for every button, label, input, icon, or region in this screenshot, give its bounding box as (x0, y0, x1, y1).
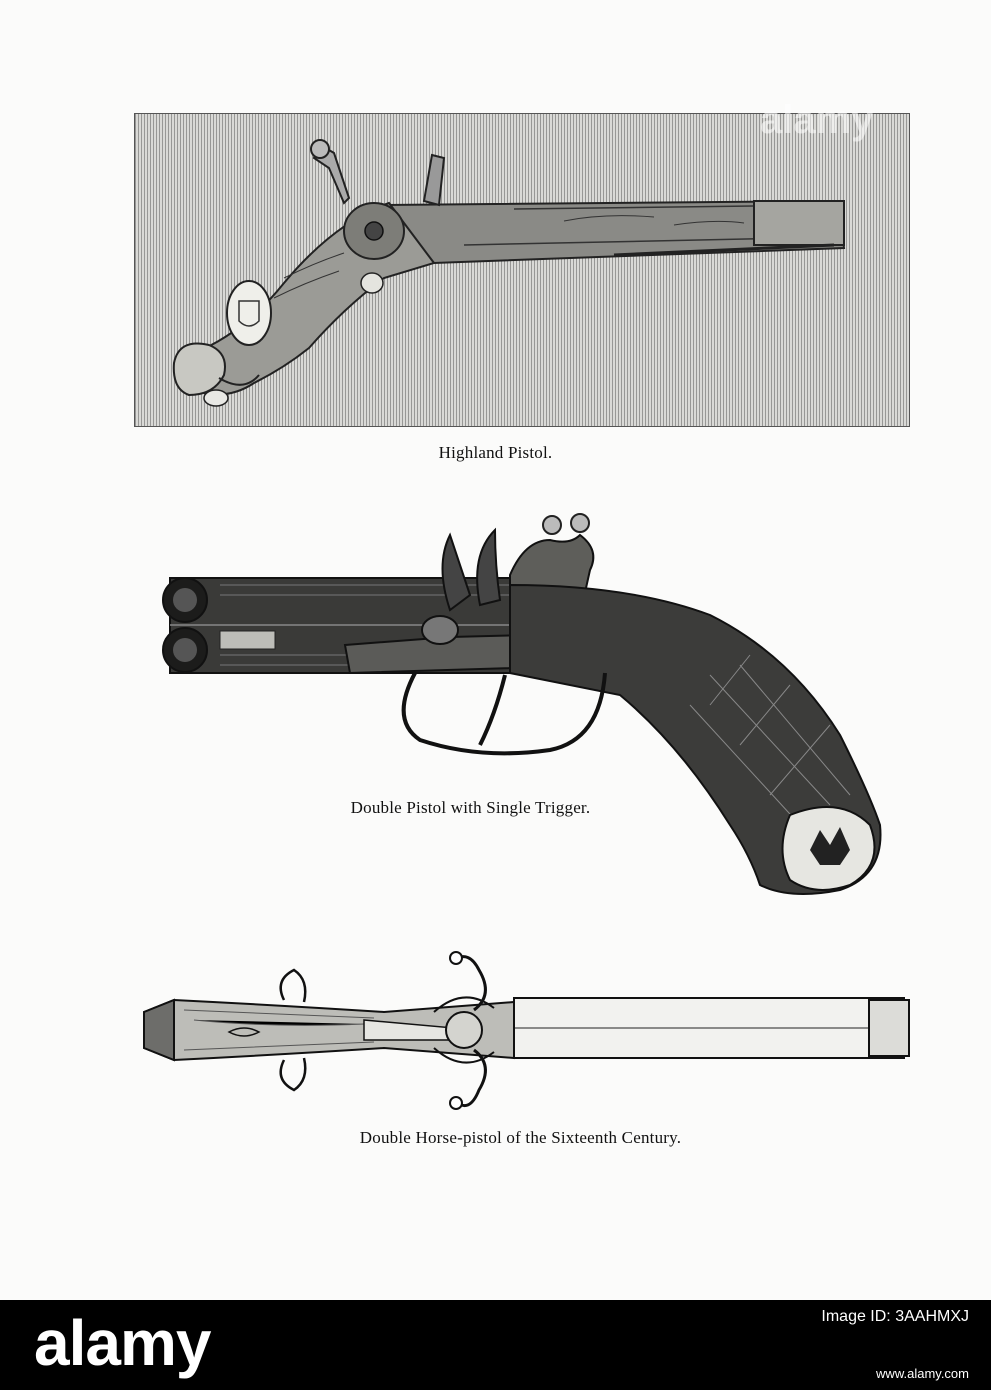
double-pistol-illustration (150, 505, 910, 915)
horse-pistol-illustration (134, 940, 914, 1130)
double-pistol-caption: Double Pistol with Single Trigger. (350, 798, 591, 817)
highland-pistol-illustration (134, 113, 908, 425)
image-id-label: Image ID: 3AAHMXJ (821, 1308, 969, 1325)
highland-pistol-caption: Highland Pistol. (438, 443, 553, 462)
horse-pistol-caption: Double Horse-pistol of the Sixteenth Century. (359, 1128, 682, 1147)
footer-url: www.alamy.com (876, 1366, 969, 1381)
footer-logo: alamy (34, 1307, 211, 1379)
footer-bar (0, 1300, 991, 1390)
watermark-text: alamy (760, 98, 874, 142)
